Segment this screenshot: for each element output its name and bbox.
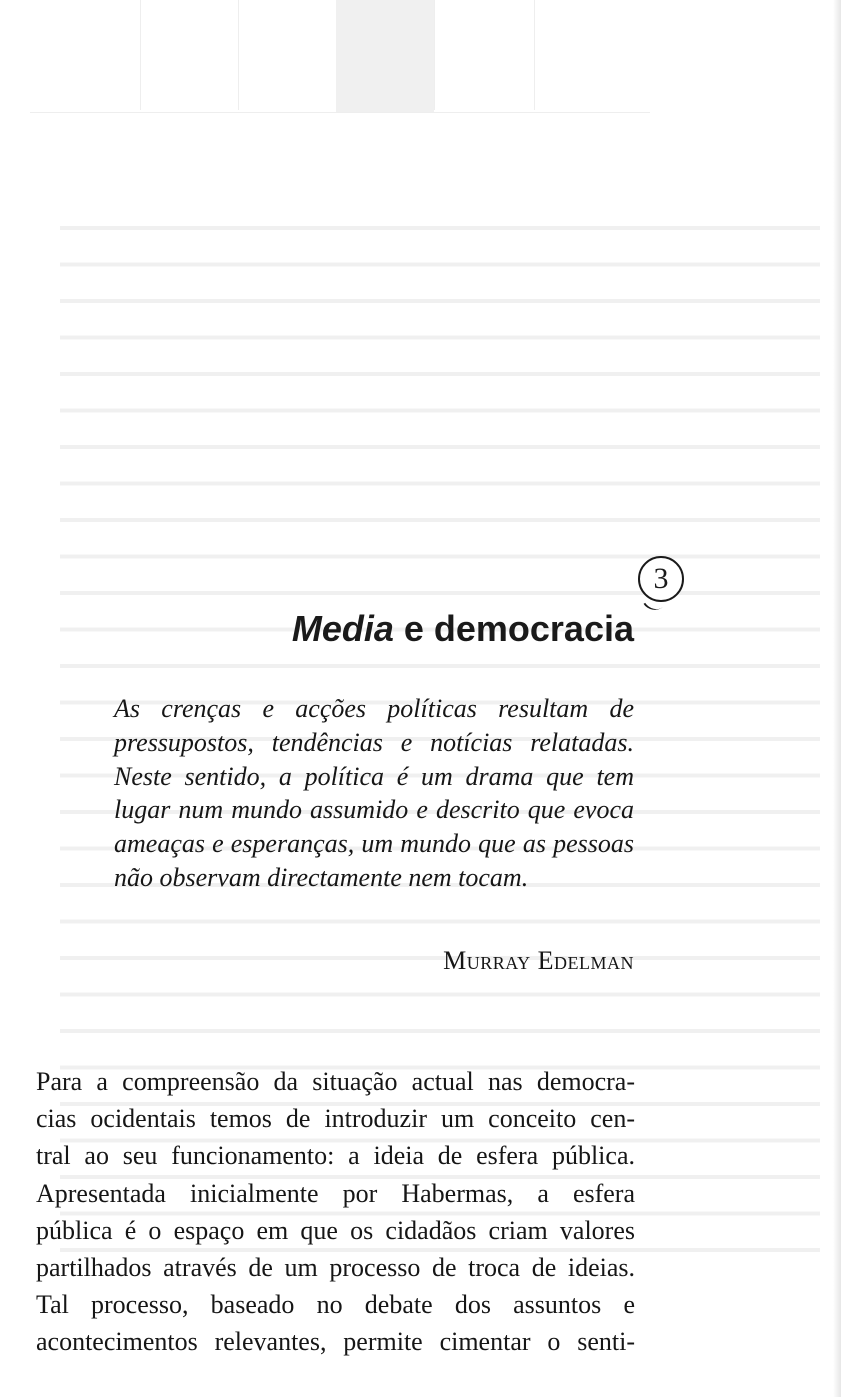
body-line: Para a compreensão da situação actual nas democra- [36, 1067, 635, 1096]
body-line: partilhados através de um processo de troca de ideias. [36, 1253, 635, 1283]
epigraph-author: Murray Edelman [443, 946, 634, 975]
bleed-through-header [30, 0, 650, 120]
body-line: cias ocidentais temos de introduzir um conceito cen- [36, 1104, 635, 1134]
page-edge-shadow [833, 0, 841, 1397]
body-line: tral ao seu funcionamento: a ideia de esfera pública. [36, 1141, 635, 1171]
chapter-title [230, 608, 634, 649]
chapter-title-rest: e democracia [393, 608, 634, 649]
epigraph-quote: As crenças e acções políticas resultam de pressupostos, tendências e notícias relatadas. Neste sentido, a política é um drama que tem lugar num mundo assumido e descrito que evoca ameaças e esperanças, um mundo que as pessoas não observam directamente nem tocam. [114, 694, 634, 892]
body-paragraph [36, 1063, 635, 1361]
body-line: acontecimentos relevantes, permite cimentar o senti- [36, 1327, 635, 1357]
chapter-number: 3 [653, 562, 669, 595]
body-line: pública é o espaço em que os cidadãos criam valores [36, 1215, 635, 1245]
chapter-number-badge [638, 556, 684, 602]
body-line: Apresentada inicialmente por Habermas, a esfera [36, 1178, 635, 1208]
chapter-title-emphasis: Media [291, 608, 394, 649]
body-line: Tal processo, baseado no debate dos assuntos e [36, 1290, 635, 1320]
